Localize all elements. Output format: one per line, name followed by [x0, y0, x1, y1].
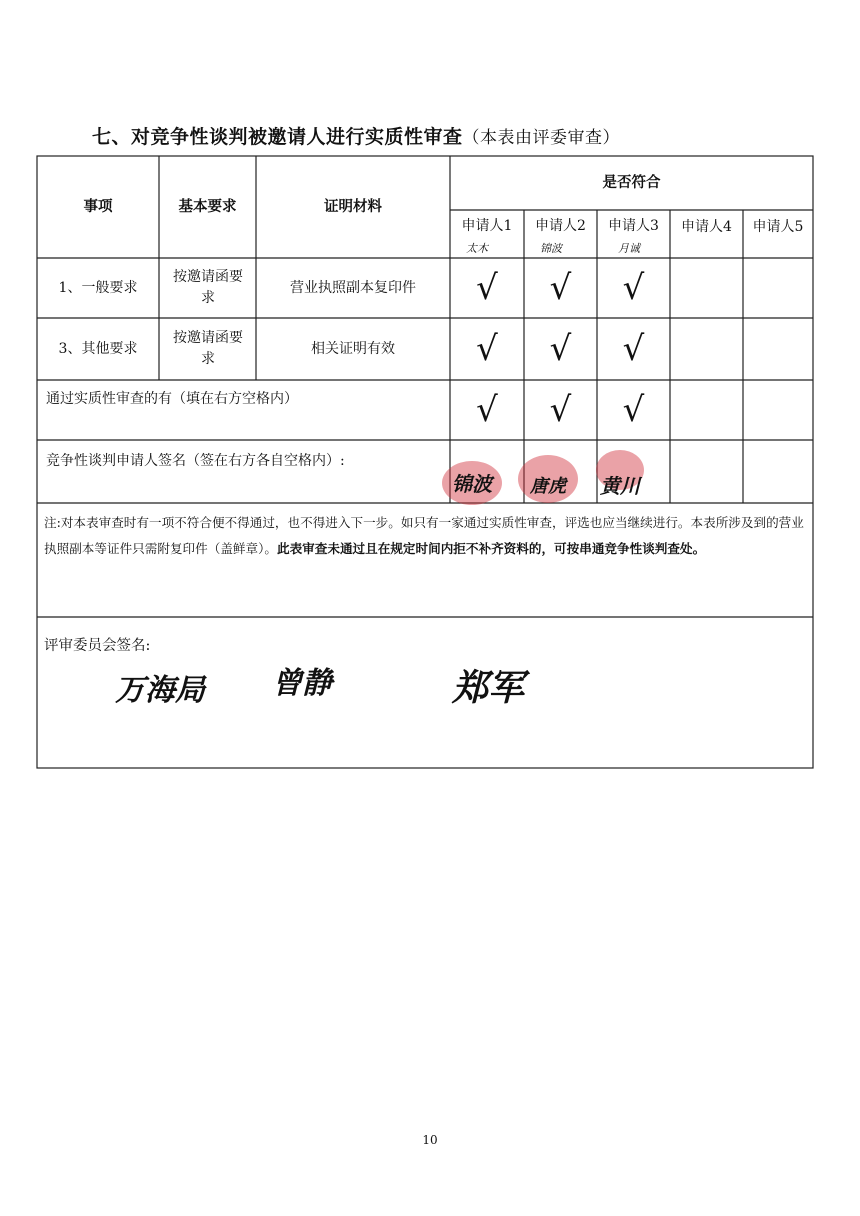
header-applicant-5: 申请人5 [752, 218, 804, 235]
row1-item: 1、一般要求 [58, 279, 138, 296]
header-evidence: 证明材料 [324, 198, 382, 216]
header-applicant-4: 申请人4 [681, 218, 732, 235]
row2-requirement: 按邀请函要求 [173, 330, 243, 367]
page-number: 10 [422, 1133, 438, 1147]
title-note: （本表由评委审查） [462, 128, 621, 148]
applicant-2-handwritten-name: 锦波 [540, 242, 562, 255]
header-requirement: 基本要求 [178, 198, 237, 216]
header-applicant-2: 申请人2 [535, 217, 586, 234]
pass-check-2: √ [549, 389, 572, 430]
row2-check-3: √ [622, 328, 645, 369]
row1-requirement: 按邀请函要求 [173, 269, 243, 306]
committee-signature-2: 曾静 [272, 666, 332, 701]
committee-signature-3: 郑军 [452, 668, 525, 709]
note-bold-text: 此表审查未通过且在规定时间内拒不补齐资料的，可按串通竞争性谈判查处。 [276, 541, 706, 556]
row2-item: 3、其他要求 [58, 340, 138, 357]
pass-check-1: √ [476, 389, 498, 430]
sign-row-label: 竞争性谈判申请人签名（签在右方各自空格内）: [46, 452, 345, 469]
row1-check-3: √ [622, 267, 645, 308]
header-conformity: 是否符合 [602, 174, 661, 192]
applicant-1-handwritten-name: 太木 [466, 242, 488, 255]
applicant-3-handwritten-name: 月诚 [618, 242, 640, 255]
header-applicant-1: 申请人1 [461, 217, 513, 234]
table-note [44, 510, 814, 562]
row1-check-1: √ [476, 267, 498, 308]
applicant-signature-1: 锦波 [452, 472, 492, 496]
row2-check-1: √ [476, 328, 498, 369]
pass-row-label: 通过实质性审查的有（填在右方空格内） [46, 390, 298, 407]
pass-check-3: √ [622, 389, 645, 430]
header-item: 事项 [83, 198, 113, 216]
title-main: 七、对竞争性谈判被邀请人进行实质性审查 [92, 126, 463, 148]
row2-evidence: 相关证明有效 [311, 340, 395, 357]
applicant-signature-3: 黄川 [600, 474, 640, 498]
committee-signature-1: 万海局 [115, 673, 205, 708]
note-text: 注:对本表审查时有一项不符合便不得通过，也不得进入下一步。如只有一家通过实质性审查，评选也应当继续进行。本表所涉及到的营业执照副本等证件只需附复印件（盖鲜章）。 [44, 515, 804, 556]
committee-label: 评审委员会签名: [44, 638, 151, 654]
row2-check-2: √ [549, 328, 572, 369]
header-applicant-3: 申请人3 [608, 217, 659, 234]
row1-evidence: 营业执照副本复印件 [290, 279, 416, 296]
row1-check-2: √ [549, 267, 572, 308]
applicant-signature-2: 唐虎 [530, 476, 566, 497]
